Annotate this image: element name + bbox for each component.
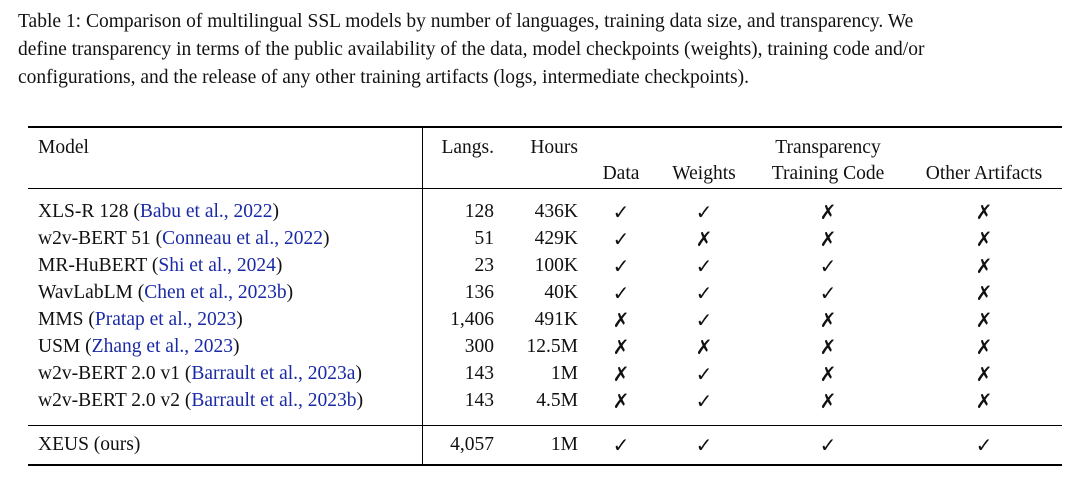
code-mark-icon: ✓ <box>819 281 837 305</box>
other-mark-icon: ✗ <box>975 200 993 224</box>
data-mark-icon: ✓ <box>612 281 630 305</box>
citation-link[interactable]: Shi et al., 2024 <box>158 255 276 276</box>
hours-cell: 491K <box>534 309 578 330</box>
comparison-table <box>28 126 1062 466</box>
header-hours: Hours <box>530 137 578 158</box>
header-other-artifacts: Other Artifacts <box>925 163 1043 184</box>
data-mark-icon: ✓ <box>612 433 630 457</box>
bottom-rule <box>28 464 1062 466</box>
data-mark-icon: ✓ <box>612 200 630 224</box>
hours-cell: 1M <box>550 434 578 455</box>
weights-mark-icon: ✓ <box>695 281 713 305</box>
citation-link[interactable]: Babu et al., 2022 <box>139 201 273 222</box>
data-mark-icon: ✗ <box>612 362 630 386</box>
code-mark-icon: ✗ <box>819 335 837 359</box>
model-name: XLS-R 128 <box>38 201 129 222</box>
hours-cell: 1M <box>550 363 578 384</box>
other-mark-icon: ✗ <box>975 227 993 251</box>
header-rule <box>28 188 1062 189</box>
column-divider <box>422 126 423 465</box>
langs-cell: 143 <box>464 363 494 384</box>
langs-cell: 51 <box>474 228 494 249</box>
citation-link[interactable]: Barrault et al., 2023a <box>191 363 356 384</box>
weights-mark-icon: ✓ <box>695 308 713 332</box>
other-mark-icon: ✗ <box>975 335 993 359</box>
header-transparency: Transparency <box>775 137 881 158</box>
citation-link[interactable]: Conneau et al., 2022 <box>162 228 323 249</box>
caption-line: define transparency in terms of the public availability of the data, model checkpoints (weights), training code and/or <box>18 39 925 60</box>
header-langs: Langs. <box>441 137 494 158</box>
code-mark-icon: ✗ <box>819 362 837 386</box>
other-mark-icon: ✗ <box>975 362 993 386</box>
model-name: MMS <box>38 309 84 330</box>
header-training-code: Training Code <box>771 163 885 184</box>
hours-cell: 40K <box>544 282 578 303</box>
header-weights: Weights <box>672 163 736 184</box>
other-mark-icon: ✗ <box>975 389 993 413</box>
code-mark-icon: ✗ <box>819 200 837 224</box>
model-cell: XLS-R 128 (Babu et al., 2022) <box>38 201 280 222</box>
model-name: w2v-BERT 2.0 v1 <box>38 363 181 384</box>
hours-cell: 4.5M <box>536 390 578 411</box>
data-mark-icon: ✓ <box>612 254 630 278</box>
citation-link[interactable]: Chen et al., 2023b <box>144 282 287 303</box>
langs-cell: 128 <box>464 201 494 222</box>
other-mark-icon: ✗ <box>975 254 993 278</box>
langs-cell: 136 <box>464 282 494 303</box>
model-name: WavLabLM <box>38 282 133 303</box>
top-rule <box>28 126 1062 128</box>
citation-link[interactable]: Pratap et al., 2023 <box>94 309 237 330</box>
header-data: Data <box>602 163 640 184</box>
data-mark-icon: ✗ <box>612 308 630 332</box>
hours-cell: 429K <box>534 228 578 249</box>
table-caption <box>18 8 1068 92</box>
data-mark-icon: ✓ <box>612 227 630 251</box>
model-name: MR-HuBERT <box>38 255 147 276</box>
citation-link[interactable]: Barrault et al., 2023b <box>191 390 357 411</box>
model-cell: w2v-BERT 51 (Conneau et al., 2022) <box>38 228 330 249</box>
weights-mark-icon: ✗ <box>695 227 713 251</box>
model-name: w2v-BERT 2.0 v2 <box>38 390 181 411</box>
model-cell: w2v-BERT 2.0 v1 (Barrault et al., 2023a) <box>38 363 362 384</box>
header-model: Model <box>38 137 89 158</box>
hours-cell: 12.5M <box>526 336 578 357</box>
weights-mark-icon: ✓ <box>695 254 713 278</box>
citation-link[interactable]: Zhang et al., 2023 <box>91 336 233 357</box>
separator-rule <box>28 425 1062 426</box>
weights-mark-icon: ✓ <box>695 200 713 224</box>
hours-cell: 100K <box>534 255 578 276</box>
model-cell: USM (Zhang et al., 2023) <box>38 336 240 357</box>
hours-cell: 436K <box>534 201 578 222</box>
model-name: w2v-BERT 51 <box>38 228 151 249</box>
langs-cell: 143 <box>464 390 494 411</box>
langs-cell: 4,057 <box>450 434 494 455</box>
other-mark-icon: ✗ <box>975 308 993 332</box>
code-mark-icon: ✗ <box>819 308 837 332</box>
langs-cell: 300 <box>464 336 494 357</box>
langs-cell: 23 <box>474 255 494 276</box>
other-mark-icon: ✓ <box>975 433 993 457</box>
weights-mark-icon: ✓ <box>695 389 713 413</box>
model-name-ours: XEUS (ours) <box>38 434 141 455</box>
weights-mark-icon: ✓ <box>695 362 713 386</box>
code-mark-icon: ✗ <box>819 389 837 413</box>
code-mark-icon: ✓ <box>819 433 837 457</box>
model-cell: MR-HuBERT (Shi et al., 2024) <box>38 255 283 276</box>
model-cell: w2v-BERT 2.0 v2 (Barrault et al., 2023b) <box>38 390 364 411</box>
caption-line: Table 1: Comparison of multilingual SSL models by number of languages, training data size, and transparency. We <box>18 11 914 32</box>
langs-cell: 1,406 <box>450 309 494 330</box>
code-mark-icon: ✓ <box>819 254 837 278</box>
code-mark-icon: ✗ <box>819 227 837 251</box>
model-cell: MMS (Pratap et al., 2023) <box>38 309 243 330</box>
data-mark-icon: ✗ <box>612 335 630 359</box>
other-mark-icon: ✗ <box>975 281 993 305</box>
weights-mark-icon: ✓ <box>695 433 713 457</box>
caption-line: configurations, and the release of any other training artifacts (logs, intermediate checkpoints). <box>18 67 749 88</box>
model-name: USM <box>38 336 81 357</box>
data-mark-icon: ✗ <box>612 389 630 413</box>
model-cell: WavLabLM (Chen et al., 2023b) <box>38 282 294 303</box>
weights-mark-icon: ✗ <box>695 335 713 359</box>
